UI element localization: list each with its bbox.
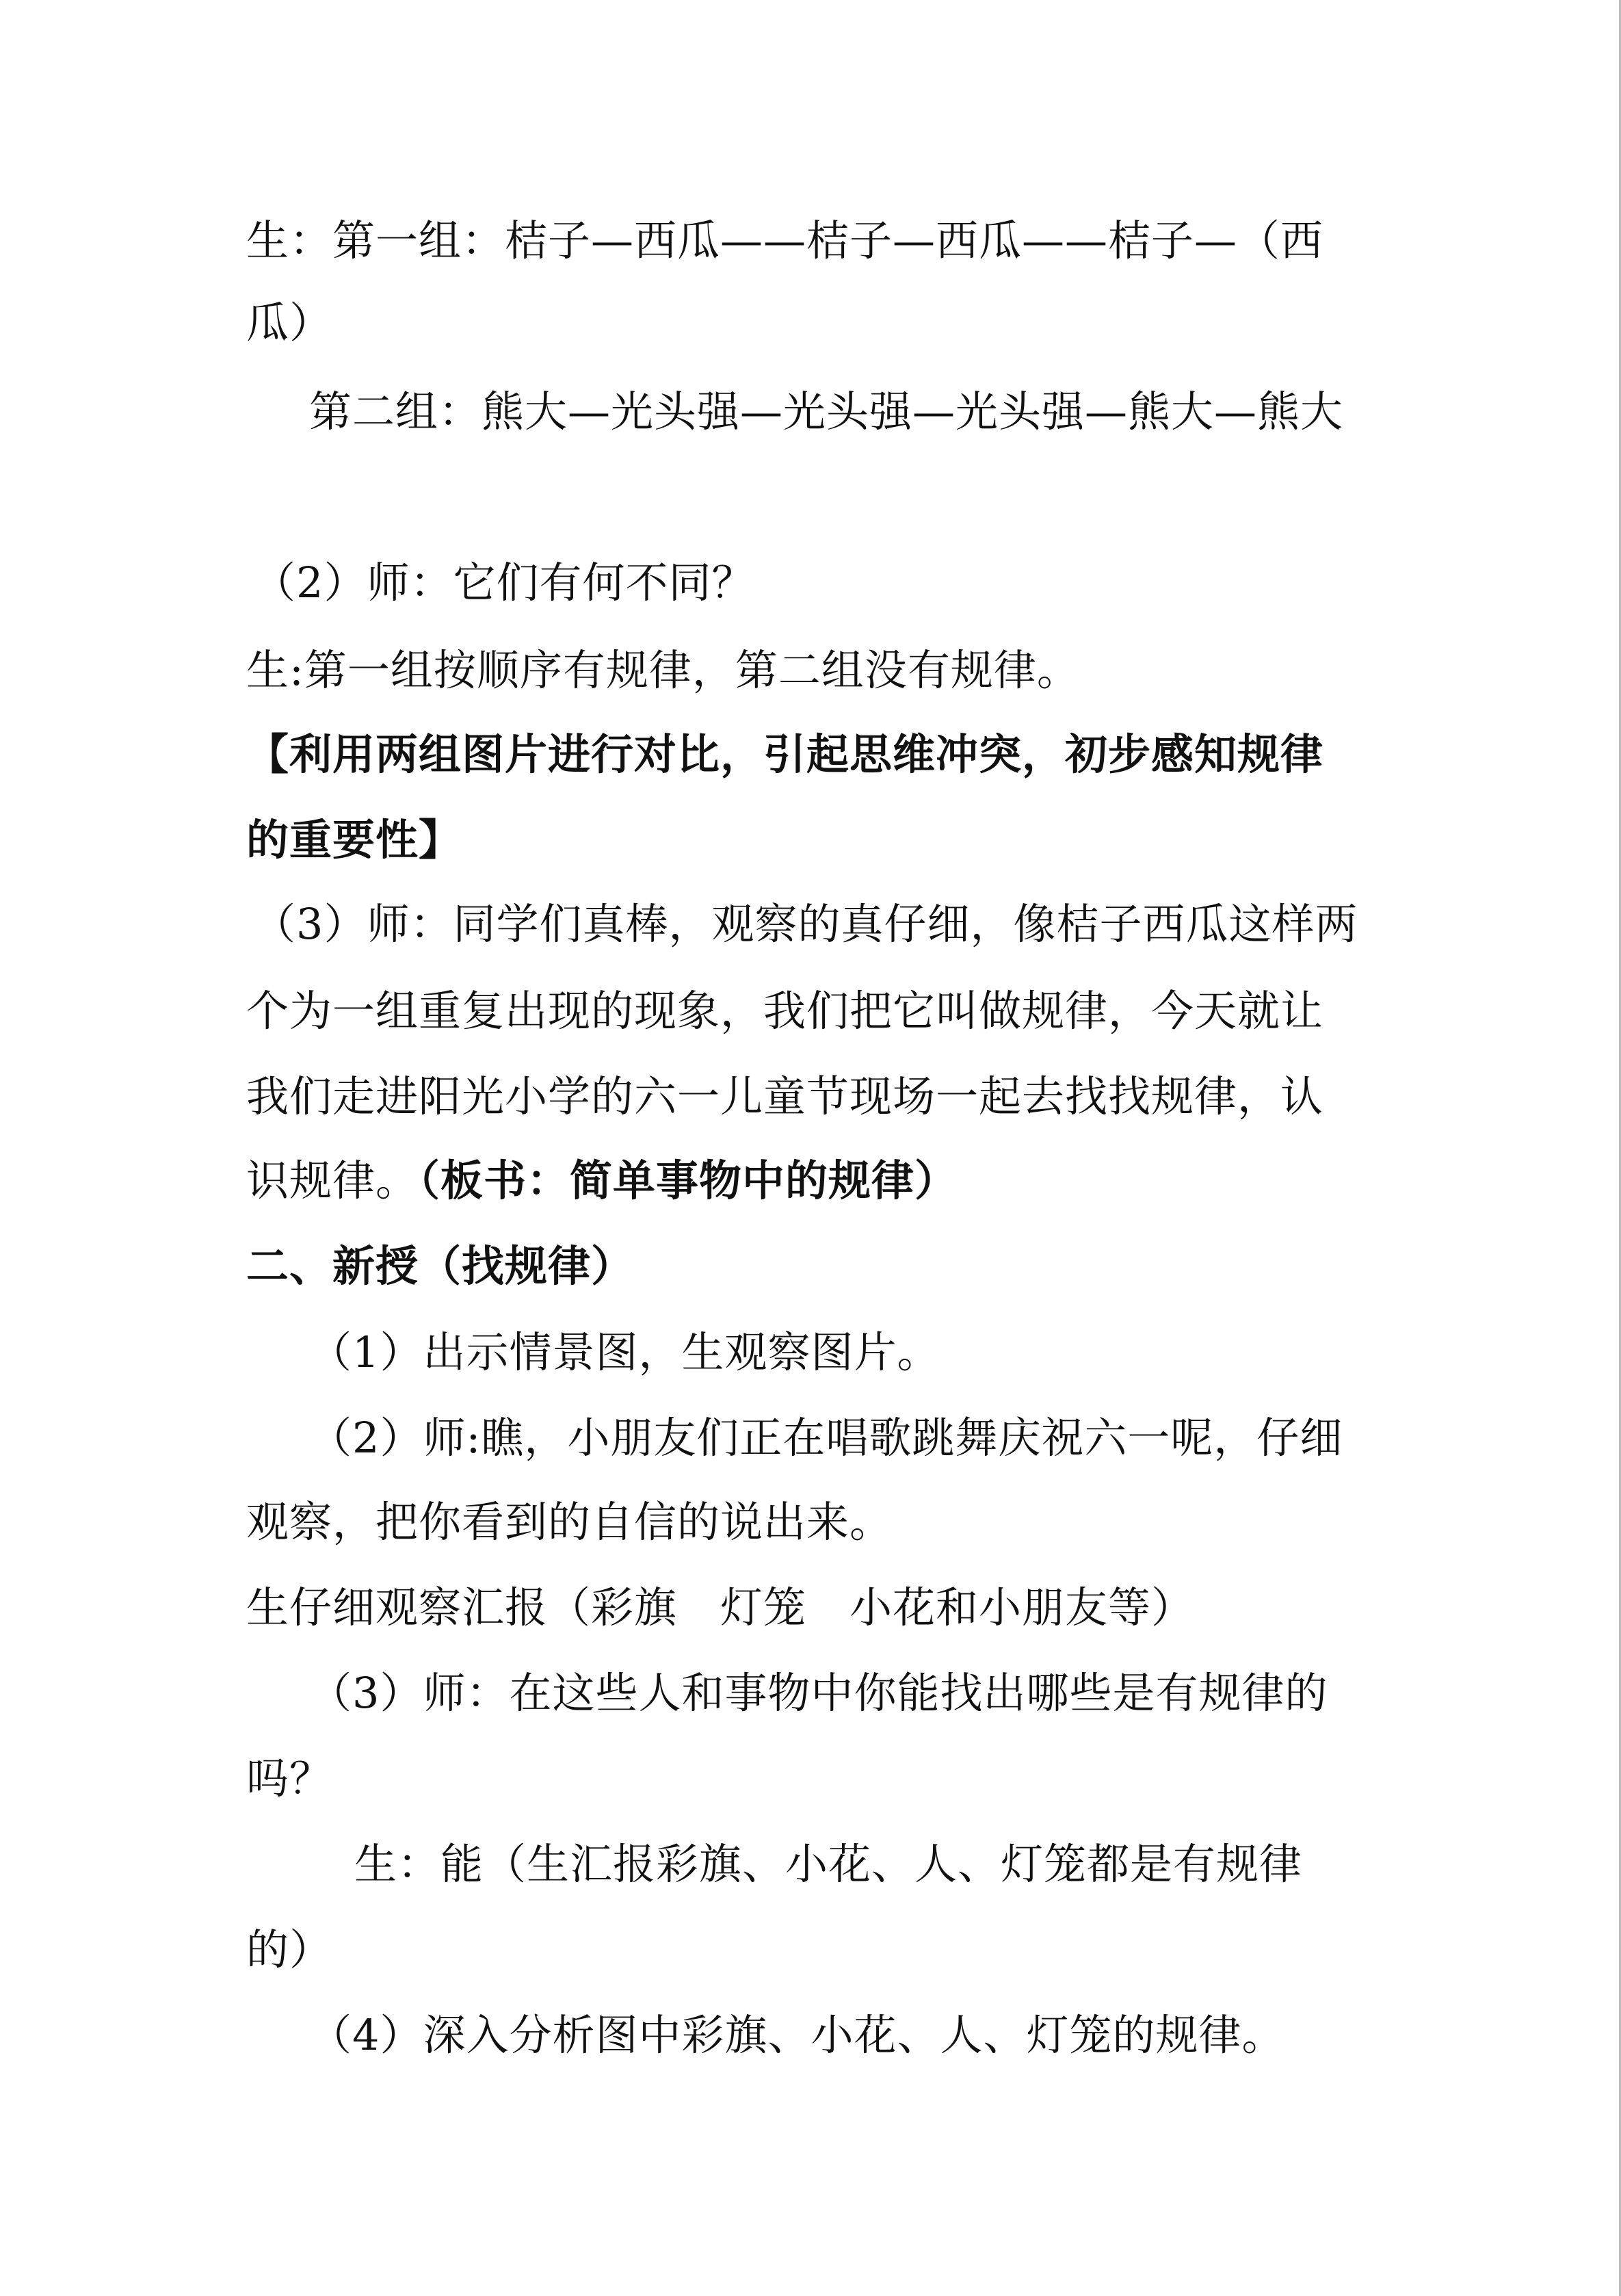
- section-heading-new-lesson: 二、新授（找规律）: [246, 1241, 635, 1291]
- text-line-20: 的）: [246, 1925, 333, 1974]
- text-line-1: 生：第一组：桔子—西瓜——桔子—西瓜——桔子—（西: [246, 216, 1324, 265]
- text-line-11: [246, 1153, 958, 1208]
- text-line-18: 吗？: [246, 1753, 333, 1803]
- text-line-11-start: 识规律。: [246, 1156, 419, 1205]
- text-line-14: （2）师:瞧，小朋友们正在唱歌跳舞庆祝六一呢，仔细: [309, 1413, 1343, 1463]
- text-line-17: （3）师：在这些人和事物中你能找出哪些是有规律的: [309, 1668, 1328, 1718]
- board-note: （板书：简单事物中的规律）: [419, 1156, 958, 1205]
- text-line-8: （3）师：同学们真棒，观察的真仔细，像桔子西瓜这样两: [253, 899, 1358, 949]
- text-line-10: 我们走进阳光小学的六一儿童节现场一起去找找规律，认: [246, 1071, 1324, 1121]
- text-line-3: 第二组：熊大—光头强—光头强—光头强—熊大—熊大: [309, 387, 1344, 436]
- text-line-13: （1）出示情景图，生观察图片。: [309, 1327, 940, 1377]
- text-line-2: 瓜）: [246, 298, 333, 348]
- text-line-6-bold: 【利用两组图片进行对比，引起思维冲突，初步感知规律: [246, 729, 1324, 779]
- text-line-9: 个为一组重复出现的现象，我们把它叫做规律，今天就让: [246, 986, 1324, 1036]
- text-line-16: 生仔细观察汇报（彩旗 灯笼 小花和小朋友等）: [246, 1582, 1195, 1632]
- text-line-15: 观察，把你看到的自信的说出来。: [246, 1497, 893, 1547]
- text-line-19: 生：能（生汇报彩旗、小花、人、灯笼都是有规律: [354, 1839, 1303, 1889]
- text-line-21: （4）深入分析图中彩旗、小花、人、灯笼的规律。: [309, 2010, 1285, 2060]
- text-line-5: 生:第一组按顺序有规律，第二组没有规律。: [246, 645, 1080, 695]
- text-line-7-bold: 的重要性】: [246, 815, 462, 865]
- text-line-4: （2）师：它们有何不同？: [253, 558, 755, 608]
